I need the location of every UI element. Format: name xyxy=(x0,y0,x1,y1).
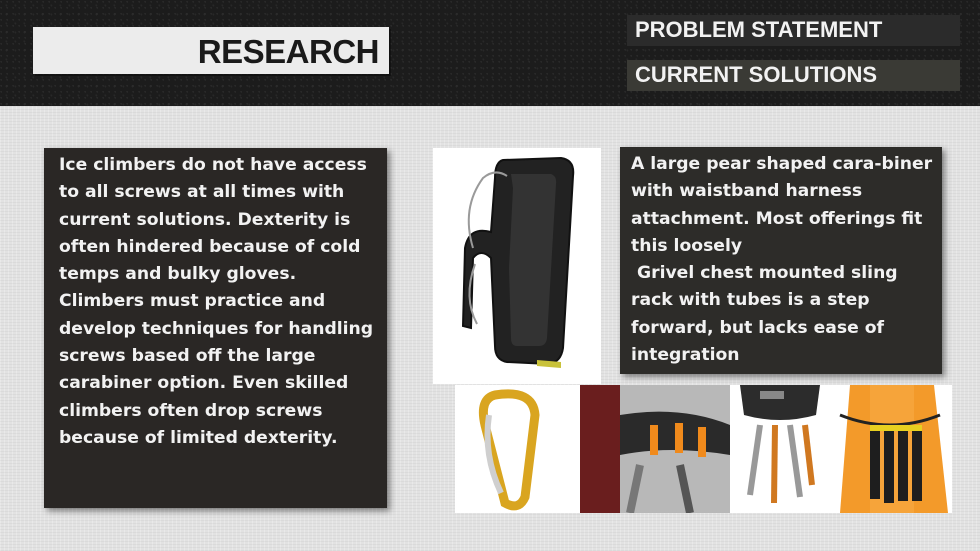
chest-sling-rack-photo xyxy=(830,385,952,513)
tab-current-solutions[interactable]: CURRENT SOLUTIONS xyxy=(627,60,960,91)
gold-carabiner-photo xyxy=(455,385,580,513)
black-carabiner-illustration xyxy=(433,148,601,384)
harness-photo-1 xyxy=(580,385,730,513)
harness-photo-2 xyxy=(730,385,830,513)
title-box xyxy=(33,27,389,74)
solutions-text-panel xyxy=(620,147,942,374)
solutions-text: A large pear shaped cara-biner with waistband harness attachment. Most offerings fit this loosely Grivel chest mounted sling rack with tubes is a step forward, but lacks ease of integration xyxy=(631,154,933,366)
problem-text-panel xyxy=(44,148,387,508)
tab-problem-statement[interactable]: PROBLEM STATEMENT xyxy=(627,15,960,46)
problem-text: Ice climbers do not have access to all screws at all times with current solutions. Dexterity is often hindered because of cold temps and bulky gloves. Climbers must practice and develop techniques for handling screws based off the large carabiner option. Even skilled climbers often drop screws because of limited dexterity. xyxy=(59,155,374,448)
page-title: RESEARCH xyxy=(197,33,379,70)
solutions-photo-strip xyxy=(455,385,952,513)
carabiner-photo xyxy=(433,148,601,384)
